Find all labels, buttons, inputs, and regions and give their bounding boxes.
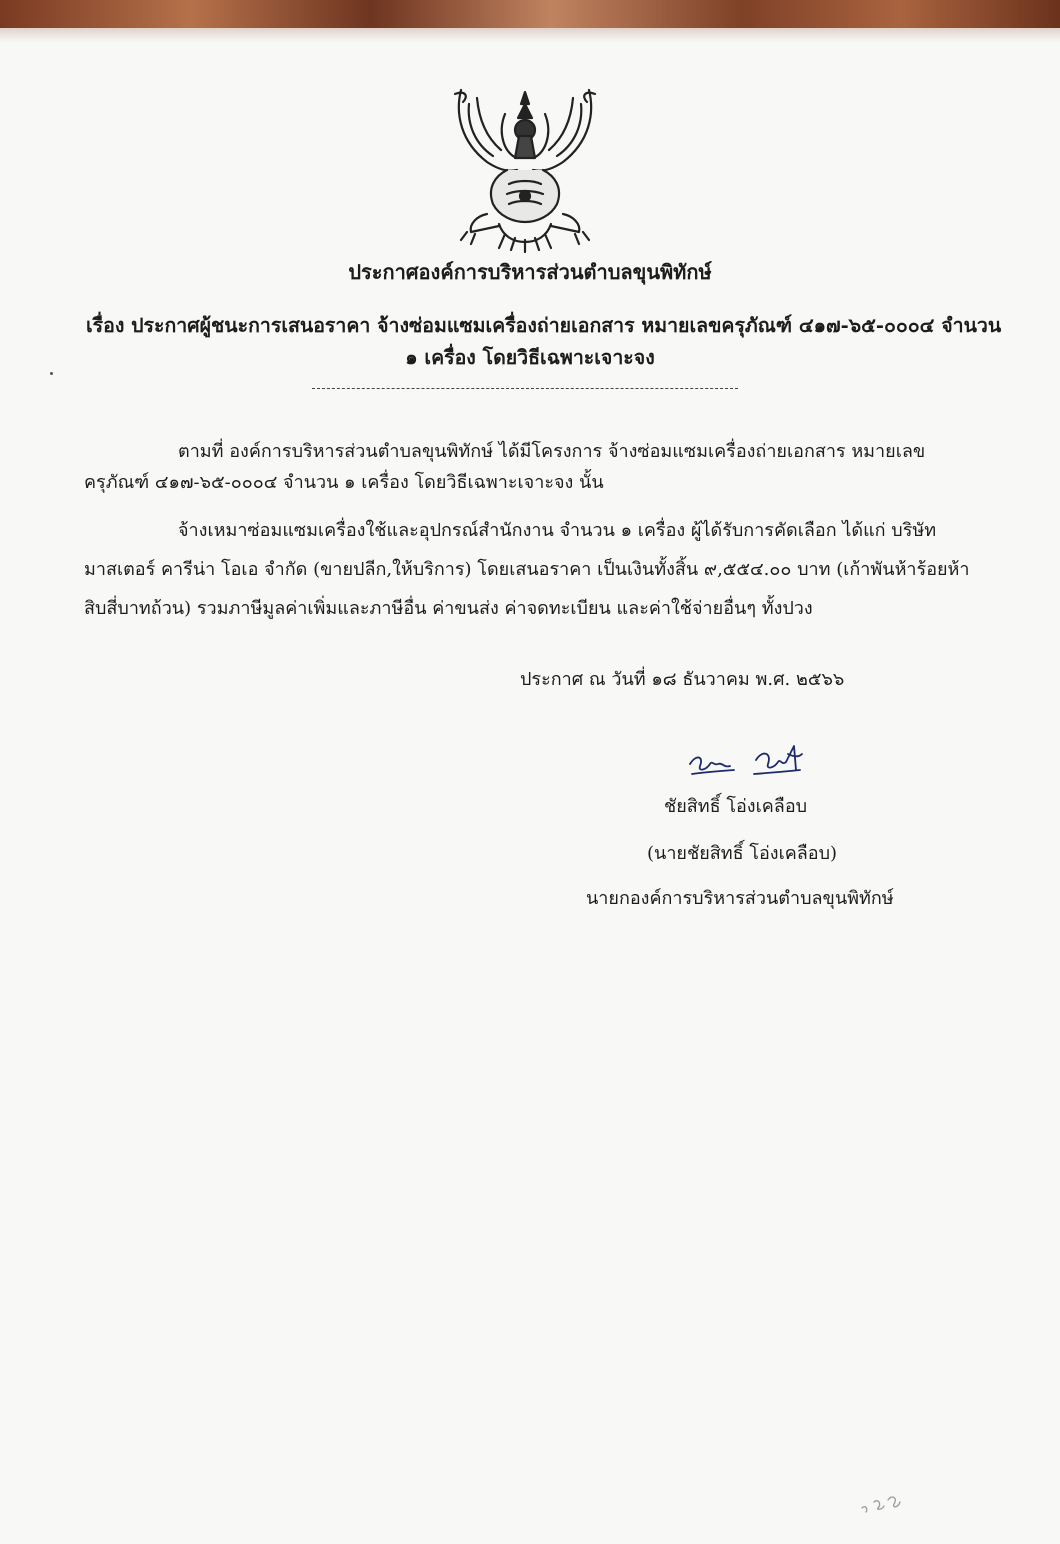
garuda-emblem: [447, 84, 603, 254]
background-surface: [0, 0, 1060, 28]
announcement-title: ประกาศองค์การบริหารส่วนตำบลขุนพิทักษ์: [348, 260, 712, 284]
handwritten-signature: [684, 740, 814, 782]
paragraph-2-line-1: จ้างเหมาซ่อมแซมเครื่องใช้และอุปกรณ์สำนักงาน จำนวน ๑ เครื่อง ผู้ได้รับการคัดเลือก ได้แก่ บริษัท: [178, 520, 937, 541]
paragraph-2-line-3: สิบสี่บาทถ้วน) รวมภาษีมูลค่าเพิ่มและภาษีอื่น ค่าขนส่ง ค่าจดทะเบียน และค่าใช้จ่ายอื่นๆ ทั้งปวง: [84, 598, 813, 619]
paragraph-2-line-2: มาสเตอร์ คารีน่า โอเอ จำกัด (ขายปลีก,ให้บริการ) โดยเสนอราคา เป็นเงินทั้งสิ้น ๙,๕๕๔.๐๐ บาท (เก้าพันห้าร้อยห้า: [84, 559, 970, 580]
signatory-full-name: (นายชัยสิทธิ์ โอ่งเคลือบ): [647, 843, 838, 864]
announcement-date: ประกาศ ณ วันที่ ๑๘ ธันวาคม พ.ศ. ๒๕๖๖: [520, 669, 845, 690]
paragraph-1-line-2: ครุภัณฑ์ ๔๑๗-๖๕-๐๐๐๔ จำนวน ๑ เครื่อง โดยวิธีเฉพาะเจาะจง นั้น: [84, 472, 604, 493]
handwritten-pencil-mark: [858, 1488, 906, 1516]
subject-line: เรื่อง ประกาศผู้ชนะการเสนอราคา จ้างซ่อมแซมเครื่องถ่ายเอกสาร หมายเลขครุภัณฑ์ ๔๑๗-๖๕-๐๐๐๔ จำนวน: [86, 314, 1002, 337]
paragraph-1-line-1: ตามที่ องค์การบริหารส่วนตำบลขุนพิทักษ์ ได้มีโครงการ จ้างซ่อมแซมเครื่องถ่ายเอกสาร หมายเลข: [178, 441, 926, 462]
subject-line-continued: ๑ เครื่อง โดยวิธีเฉพาะเจาะจง: [405, 346, 655, 369]
signatory-name: ชัยสิทธิ์ โอ่งเคลือบ: [664, 796, 808, 817]
signatory-position: นายกองค์การบริหารส่วนตำบลขุนพิทักษ์: [586, 888, 894, 909]
divider-line: [312, 388, 738, 389]
